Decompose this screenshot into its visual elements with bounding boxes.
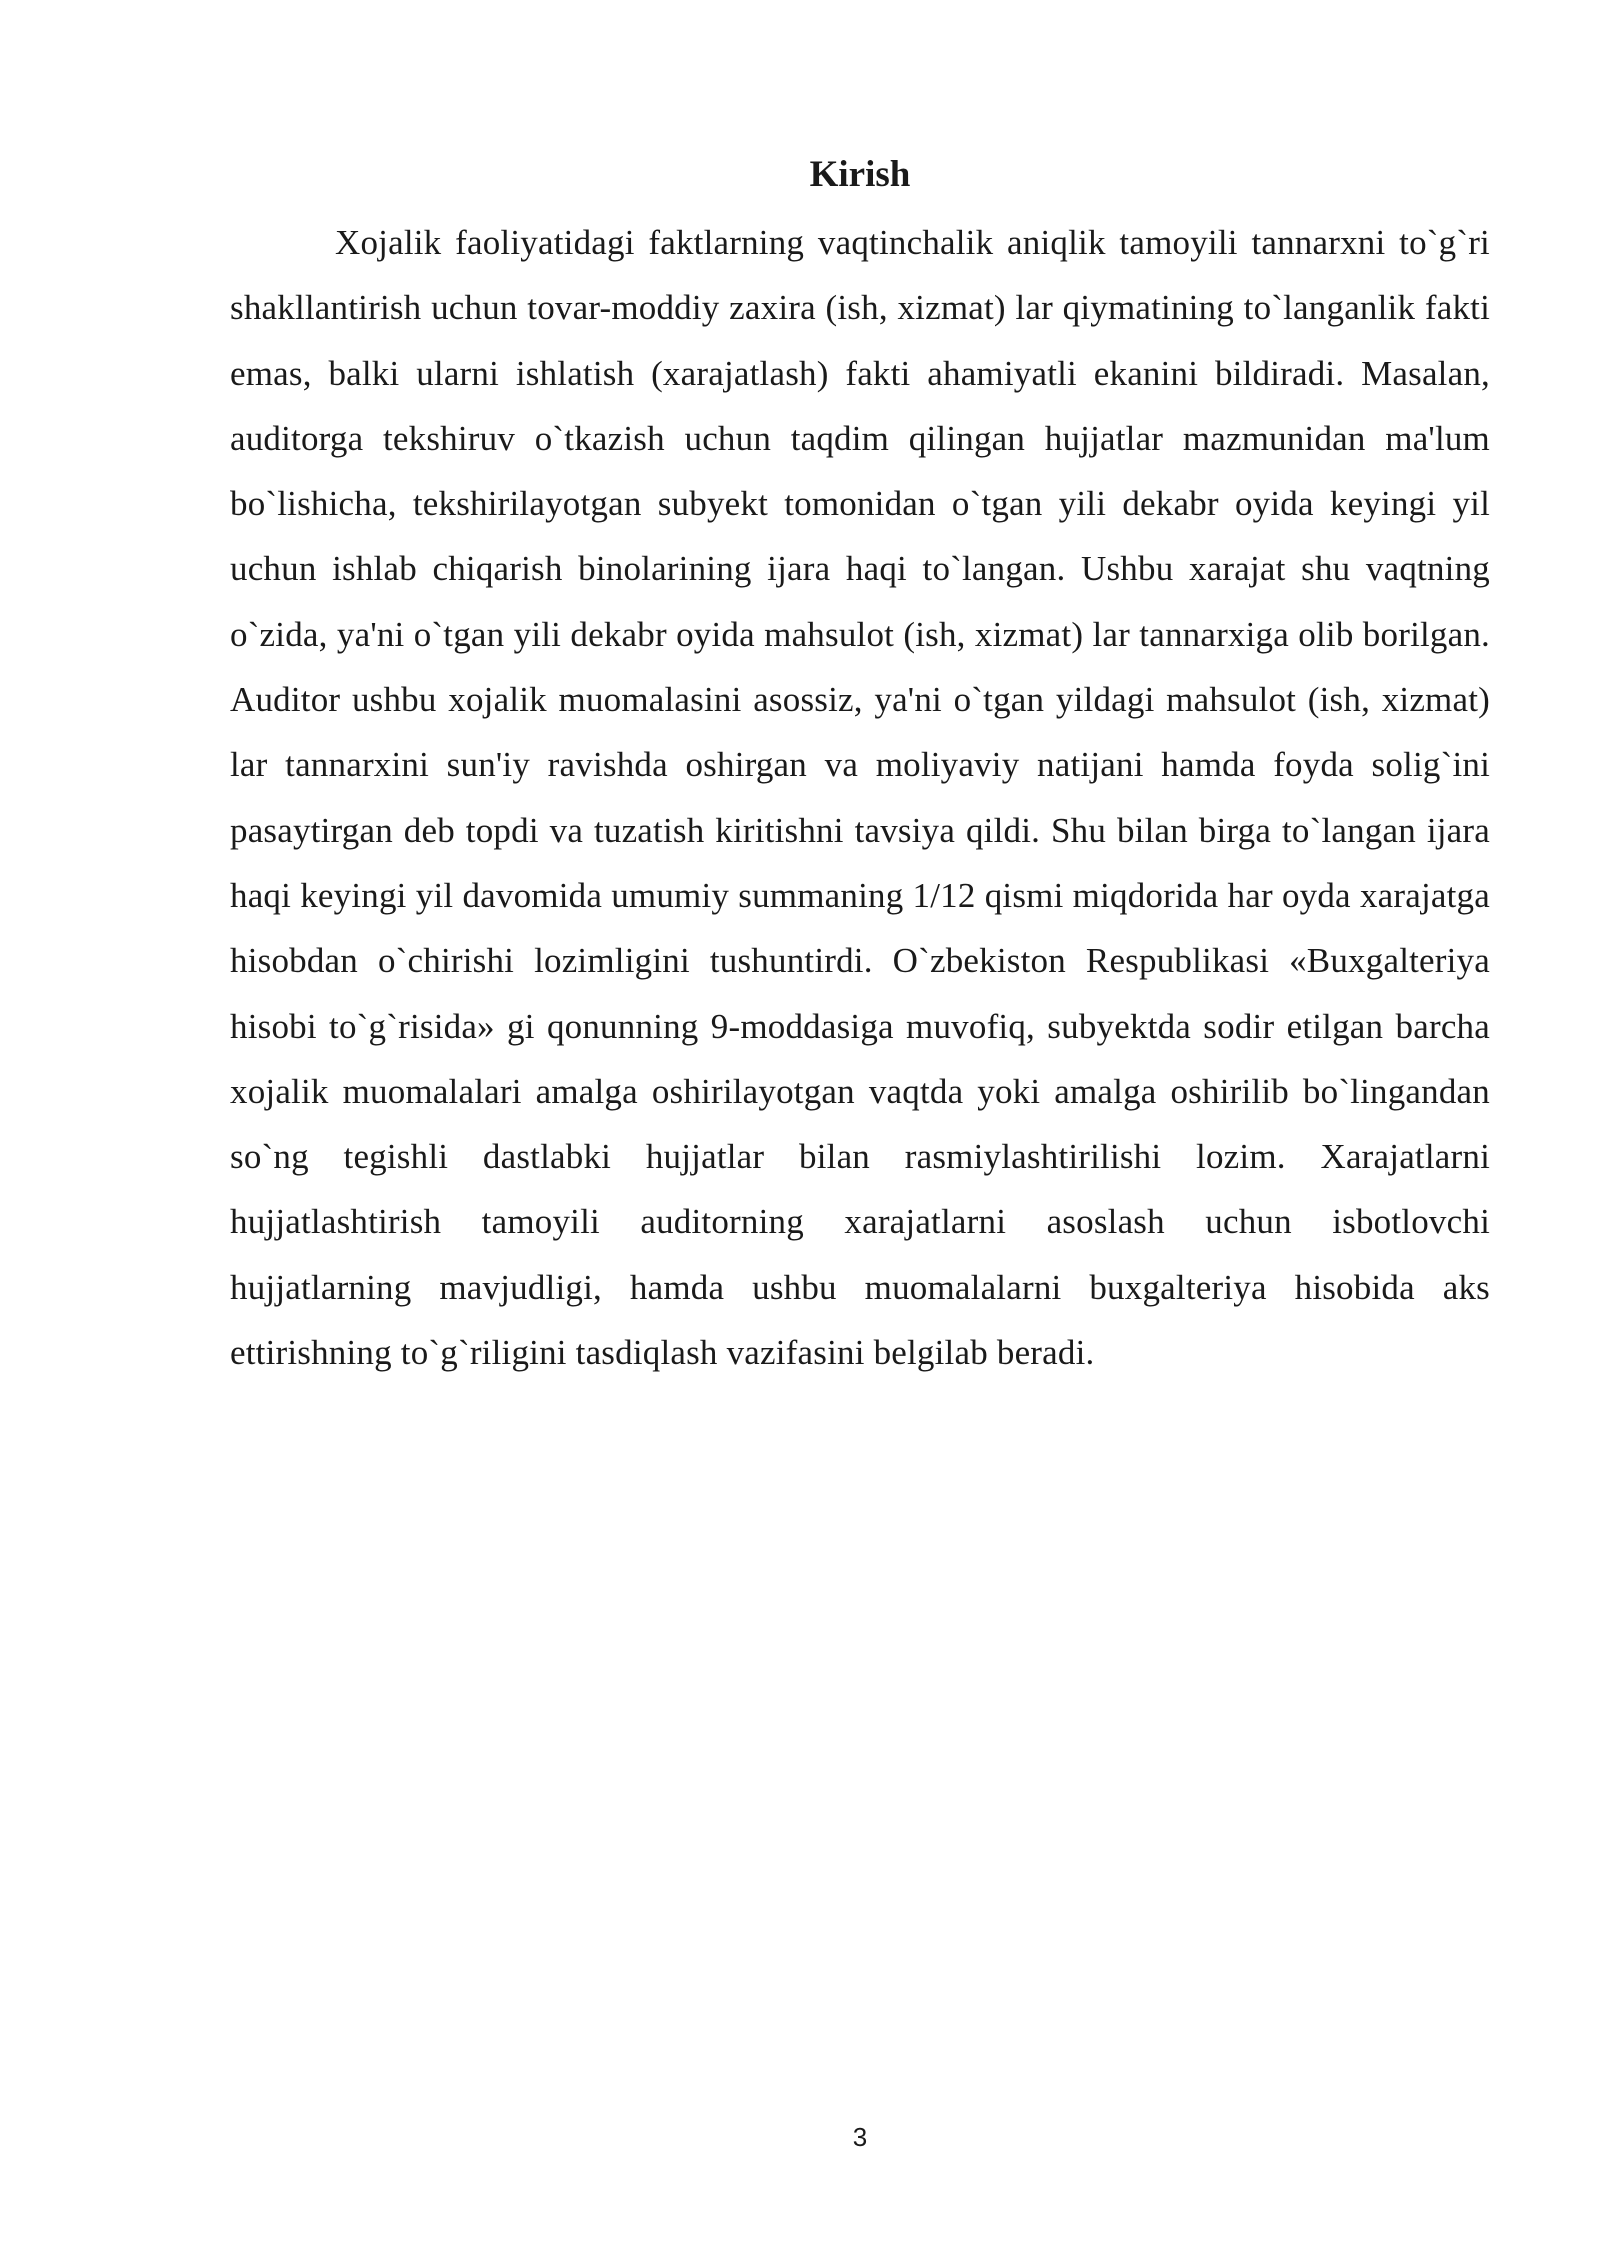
page-number: 3	[852, 2122, 868, 2152]
body-paragraph: Xojalik faoliyatidagi faktlarning vaqtinchalik aniqlik tamoyili tannarxni to`g`ri shakllantirish uchun tovar-moddiy zaxira (ish, xizmat) lar qiymatining to`langanlik fakti emas, balki ularni ishlatish (xarajatlash) fakti ahamiyatli ekanini bildiradi. Masalan, auditorga tekshiruv o`tkazish uchun taqdim qilingan hujjatlar mazmunidan ma'lum bo`lishicha, tekshirilayotgan subyekt tomonidan o`tgan yili dekabr oyida keyingi yil uchun ishlab chiqarish binolarining ijara haqi to`langan. Ushbu xarajat shu vaqtning o`zida, ya'ni o`tgan yili dekabr oyida mahsulot (ish, xizmat) lar tannarxiga olib borilgan. Auditor ushbu xojalik muomalasini asossiz, ya'ni o`tgan yildagi mahsulot (ish, xizmat) lar tannarxini sun'iy ravishda oshirgan va moliyaviy natijani hamda foyda solig`ini pasaytirgan deb topdi va tuzatish kiritishni tavsiya qildi. Shu bilan birga to`langan ijara haqi keyingi yil davomida umumiy summaning 1/12 qismi miqdorida har oyda xarajatga hisobdan o`chirishi lozimligini tushuntirdi. O`zbekiston Respublikasi «Buxgalteriya hisobi to`g`risida» gi qonunning 9-moddasiga muvofiq, subyektda sodir etilgan barcha xojalik muomalalari amalga oshirilayotgan vaqtda yoki amalga oshirilib bo`lingandan so`ng tegishli dastlabki hujjatlar bilan rasmiylashtirilishi lozim. Xarajatlarni hujjatlashtirish tamoyili auditorning xarajatlarni asoslash uchun isbotlovchi hujjatlarning mavjudligi, hamda ushbu muomalalarni buxgalteriya hisobida aks ettirishning to`g`riligini tasdiqlash vazifasini belgilab beradi.	[230, 223, 1490, 1373]
section-heading: Kirish	[809, 154, 911, 195]
